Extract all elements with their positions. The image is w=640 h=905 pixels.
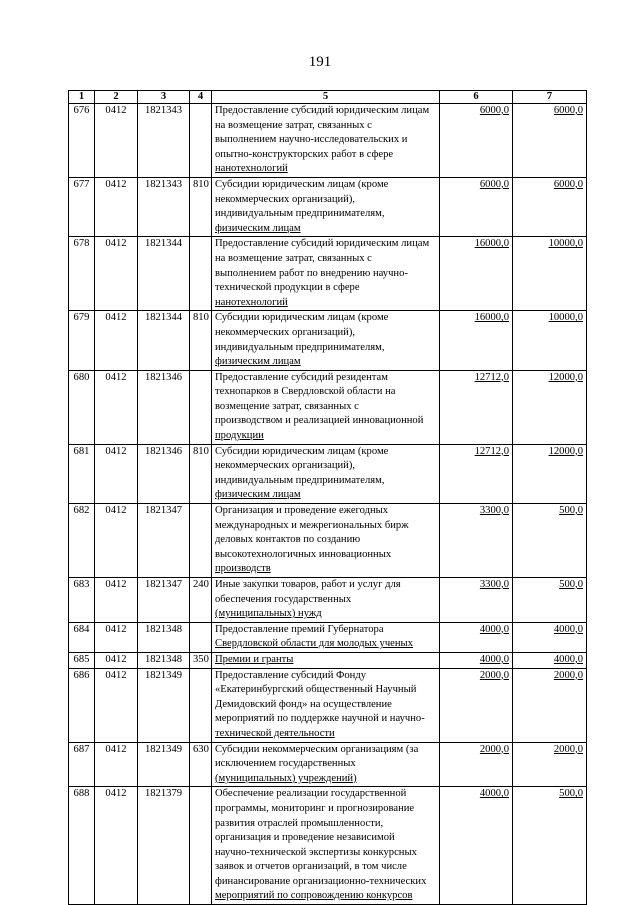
item-name-line: нанотехнологий <box>215 296 288 308</box>
table-row <box>69 104 587 178</box>
expense-type-code <box>190 622 212 652</box>
item-name-line: Предоставление субсидий юридическим лицам <box>215 105 430 116</box>
amount-col7 <box>513 370 587 444</box>
item-name-line: высокотехнологичных инновационных <box>215 548 392 560</box>
row-number: 687 <box>69 742 95 787</box>
section-code: 0412 <box>95 237 138 311</box>
budget-table <box>68 90 587 905</box>
expense-type-code: 810 <box>190 444 212 503</box>
table-row <box>69 444 587 503</box>
item-name-line: выполнением работ по внедрению научно- <box>215 267 408 279</box>
amount-col6 <box>440 177 513 236</box>
item-name-line: некоммерческих организаций), <box>215 326 356 338</box>
item-name <box>212 504 440 578</box>
item-name <box>212 444 440 503</box>
article-code: 1821347 <box>138 504 190 578</box>
amount-col7 <box>513 787 587 905</box>
amount-value: 10000,0 <box>548 238 583 250</box>
item-name-line: некоммерческих организаций), <box>215 460 356 472</box>
amount-value: 12712,0 <box>474 445 509 457</box>
table-row <box>69 787 587 905</box>
article-code: 1821344 <box>138 311 190 370</box>
row-number: 679 <box>69 311 95 370</box>
table-row <box>69 177 587 236</box>
amount-value: 12000,0 <box>548 371 583 383</box>
amount-value: 10000,0 <box>548 312 583 324</box>
table-row <box>69 504 587 578</box>
table-row <box>69 668 587 742</box>
item-name-line: технической деятельности <box>215 727 335 739</box>
item-name <box>212 622 440 652</box>
amount-col7 <box>513 504 587 578</box>
table-row <box>69 370 587 444</box>
amount-value: 6000,0 <box>479 178 509 190</box>
item-name <box>212 311 440 370</box>
amount-value: 3300,0 <box>479 505 509 517</box>
amount-col6 <box>440 370 513 444</box>
amount-value: 2000,0 <box>553 743 583 755</box>
item-name-line: Субсидии юридическим лицам (кроме <box>215 445 389 457</box>
item-name-line: финансирование организационно-технических <box>215 875 427 887</box>
amount-col6 <box>440 622 513 652</box>
item-name-line: Обеспечение реализации государственной <box>215 788 407 800</box>
amount-col7 <box>513 104 587 178</box>
item-name-line: научно-технической экспертизы конкурсных <box>215 846 417 858</box>
amount-col6 <box>440 504 513 578</box>
section-code: 0412 <box>95 104 138 178</box>
item-name-line: продукции <box>215 430 264 442</box>
amount-col7 <box>513 622 587 652</box>
row-number: 688 <box>69 787 95 905</box>
item-name <box>212 578 440 623</box>
page-number: 191 <box>308 54 332 70</box>
item-name-line: «Екатеринбургский общественный Научный <box>215 684 417 696</box>
item-name-line: некоммерческих организаций), <box>215 193 356 205</box>
column-header: 5 <box>212 91 440 104</box>
item-name-line: организация и проведение независимой <box>215 832 395 844</box>
table-row <box>69 622 587 652</box>
item-name-line: возмещение затрат, связанных с <box>215 400 359 412</box>
amount-col6 <box>440 787 513 905</box>
amount-value: 2000,0 <box>553 669 583 681</box>
item-name-line: Иные закупки товаров, работ и услуг для <box>215 579 401 590</box>
item-name-line: исключением государственных <box>215 758 356 770</box>
amount-value: 4000,0 <box>553 623 583 635</box>
item-name-line: Предоставление субсидий Фонду <box>215 669 367 681</box>
section-code: 0412 <box>95 444 138 503</box>
row-number: 682 <box>69 504 95 578</box>
item-name-line: (муниципальных) нужд <box>215 608 322 620</box>
row-number: 684 <box>69 622 95 652</box>
article-code: 1821349 <box>138 668 190 742</box>
item-name-line: мероприятий по поддержке научной и научно- <box>215 713 425 725</box>
amount-col6 <box>440 742 513 787</box>
item-name-line: индивидуальным предпринимателям, <box>215 341 385 353</box>
item-name-line: Субсидии юридическим лицам (кроме <box>215 312 389 324</box>
expense-type-code: 810 <box>190 177 212 236</box>
item-name-line: на возмещение затрат, связанных с <box>215 119 372 131</box>
column-header: 3 <box>138 91 190 104</box>
item-name-line: Субсидии некоммерческим организациям (за <box>215 743 419 755</box>
item-name-line: деловых контактов по созданию <box>215 534 361 546</box>
item-name-line: производств <box>215 563 271 575</box>
amount-col6 <box>440 311 513 370</box>
row-number: 685 <box>69 652 95 668</box>
table-row <box>69 652 587 668</box>
item-name-line: Свердловской области для молодых ученых <box>215 638 413 650</box>
item-name-line: Демидовский фонд» на осуществление <box>215 698 392 710</box>
amount-col7 <box>513 668 587 742</box>
section-code: 0412 <box>95 370 138 444</box>
expense-type-code: 350 <box>190 652 212 668</box>
amount-value: 16000,0 <box>474 312 509 324</box>
table-body <box>69 104 587 905</box>
column-header: 1 <box>69 91 95 104</box>
expense-type-code <box>190 237 212 311</box>
item-name-line: индивидуальным предпринимателям, <box>215 474 385 486</box>
amount-value: 12000,0 <box>548 445 583 457</box>
table-row <box>69 237 587 311</box>
section-code: 0412 <box>95 578 138 623</box>
amount-col7 <box>513 578 587 623</box>
item-name-line: выполнением научно-исследовательских и <box>215 134 408 146</box>
section-code: 0412 <box>95 504 138 578</box>
item-name-line: опытно-конструкторских работ в сфере <box>215 148 394 160</box>
item-name <box>212 177 440 236</box>
table-header-row <box>69 91 587 104</box>
expense-type-code: 630 <box>190 742 212 787</box>
amount-col6 <box>440 668 513 742</box>
item-name <box>212 742 440 787</box>
item-name <box>212 668 440 742</box>
amount-value: 2000,0 <box>479 743 509 755</box>
expense-type-code <box>190 787 212 905</box>
row-number: 681 <box>69 444 95 503</box>
item-name <box>212 787 440 905</box>
item-name-line: производством и реализацией инновационной <box>215 415 424 427</box>
amount-value: 12712,0 <box>474 371 509 383</box>
table-row <box>69 742 587 787</box>
amount-value: 500,0 <box>559 579 583 590</box>
amount-value: 16000,0 <box>474 238 509 250</box>
amount-col6 <box>440 578 513 623</box>
section-code: 0412 <box>95 311 138 370</box>
amount-value: 500,0 <box>559 505 583 517</box>
row-number: 676 <box>69 104 95 178</box>
amount-value: 6000,0 <box>553 105 583 116</box>
amount-value: 4000,0 <box>479 788 509 800</box>
item-name-line: международных и межрегиональных бирж <box>215 519 409 531</box>
amount-col6 <box>440 444 513 503</box>
amount-value: 3300,0 <box>479 579 509 590</box>
item-name-line: Предоставление премий Губернатора <box>215 623 384 635</box>
amount-col7 <box>513 311 587 370</box>
item-name-line: индивидуальным предпринимателям, <box>215 208 385 220</box>
amount-value: 2000,0 <box>479 669 509 681</box>
item-name-line: технической продукции в сфере <box>215 282 360 294</box>
row-number: 678 <box>69 237 95 311</box>
row-number: 677 <box>69 177 95 236</box>
item-name <box>212 652 440 668</box>
article-code: 1821343 <box>138 177 190 236</box>
expense-type-code <box>190 668 212 742</box>
amount-value: 6000,0 <box>553 178 583 190</box>
amount-col7 <box>513 444 587 503</box>
item-name-line: на возмещение затрат, связанных с <box>215 252 372 264</box>
item-name-line: развития отраслей промышленности, <box>215 817 384 829</box>
row-number: 686 <box>69 668 95 742</box>
item-name-line: физическим лицам <box>215 222 301 234</box>
item-name-line: обеспечения государственных <box>215 593 352 605</box>
item-name-line: нанотехнологий <box>215 163 288 175</box>
article-code: 1821343 <box>138 104 190 178</box>
amount-col7 <box>513 237 587 311</box>
article-code: 1821348 <box>138 652 190 668</box>
item-name-line: Предоставление субсидий юридическим лицам <box>215 238 430 250</box>
expense-type-code: 240 <box>190 578 212 623</box>
item-name <box>212 370 440 444</box>
amount-value: 6000,0 <box>479 105 509 116</box>
item-name-line: Организация и проведение ежегодных <box>215 505 389 517</box>
amount-col7 <box>513 177 587 236</box>
expense-type-code <box>190 104 212 178</box>
amount-value: 500,0 <box>559 788 583 800</box>
amount-col6 <box>440 237 513 311</box>
item-name-line: Субсидии юридическим лицам (кроме <box>215 178 389 190</box>
amount-col7 <box>513 652 587 668</box>
item-name-line: программы, мониторинг и прогнозирование <box>215 802 415 814</box>
section-code: 0412 <box>95 787 138 905</box>
item-name-line: (муниципальных) учреждений) <box>215 772 357 784</box>
column-header: 2 <box>95 91 138 104</box>
article-code: 1821348 <box>138 622 190 652</box>
item-name-line: технопарков в Свердловской области на <box>215 386 396 398</box>
amount-col6 <box>440 652 513 668</box>
article-code: 1821379 <box>138 787 190 905</box>
article-code: 1821346 <box>138 444 190 503</box>
section-code: 0412 <box>95 652 138 668</box>
amount-value: 4000,0 <box>479 653 509 665</box>
item-name <box>212 104 440 178</box>
item-name-line: физическим лицам <box>215 356 301 368</box>
expense-type-code <box>190 370 212 444</box>
expense-type-code: 810 <box>190 311 212 370</box>
amount-value: 4000,0 <box>553 653 583 665</box>
section-code: 0412 <box>95 668 138 742</box>
table-row <box>69 311 587 370</box>
row-number: 683 <box>69 578 95 623</box>
column-header: 6 <box>440 91 513 104</box>
item-name <box>212 237 440 311</box>
article-code: 1821344 <box>138 237 190 311</box>
item-name-line: мероприятий по сопровождению конкурсов <box>215 890 413 902</box>
item-name-line: Премии и гранты <box>215 653 294 665</box>
expense-type-code <box>190 504 212 578</box>
section-code: 0412 <box>95 177 138 236</box>
table-row <box>69 578 587 623</box>
column-header: 7 <box>513 91 587 104</box>
item-name-line: заявок и отчетов организаций, в том числе <box>215 861 407 873</box>
row-number: 680 <box>69 370 95 444</box>
article-code: 1821349 <box>138 742 190 787</box>
article-code: 1821347 <box>138 578 190 623</box>
article-code: 1821346 <box>138 370 190 444</box>
column-header: 4 <box>190 91 212 104</box>
amount-col7 <box>513 742 587 787</box>
item-name-line: Предоставление субсидий резидентам <box>215 371 388 383</box>
amount-value: 4000,0 <box>479 623 509 635</box>
item-name-line: физическим лицам <box>215 489 301 501</box>
amount-col6 <box>440 104 513 178</box>
section-code: 0412 <box>95 742 138 787</box>
section-code: 0412 <box>95 622 138 652</box>
